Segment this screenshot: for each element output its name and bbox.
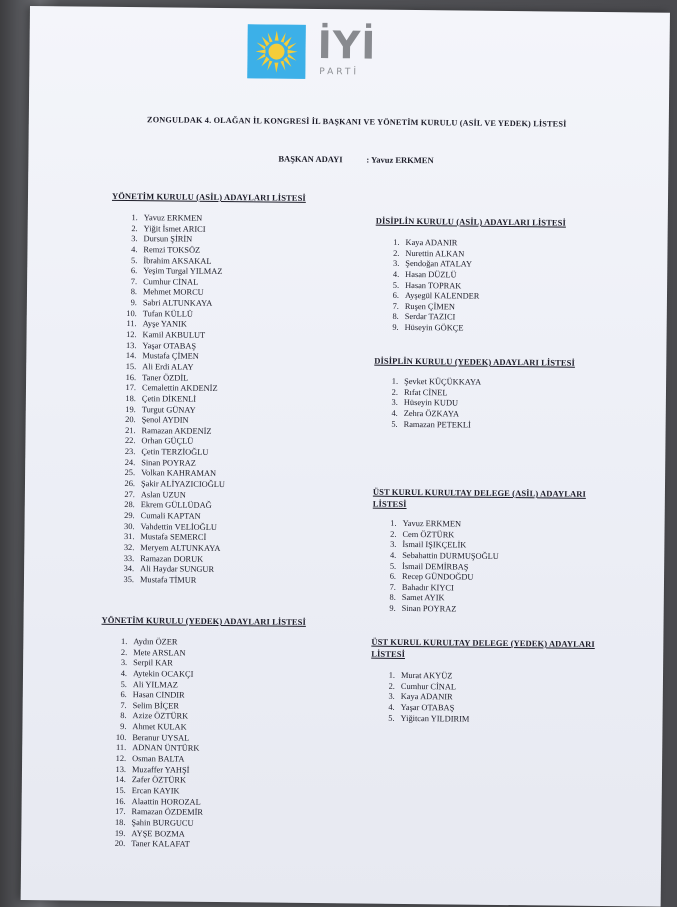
item-number: 3. [131, 234, 138, 244]
item-number: 12. [115, 753, 127, 764]
candidate-name: Selim BİÇER [132, 700, 180, 711]
list-item [369, 713, 470, 725]
candidate-name: Sabri ALTUNKAYA [142, 298, 213, 309]
item-number: 7. [389, 582, 396, 592]
item-number: 23. [124, 447, 136, 457]
item-number: 7. [120, 700, 127, 710]
candidate-name: İsmail IŞIKÇELİK [402, 540, 467, 550]
candidate-name: Yavuz ERKMEN [402, 518, 462, 529]
candidate-name: Bahadır KIYCI [401, 582, 454, 593]
candidate-name: Zafer ÖZTÜRK [131, 775, 187, 786]
item-number: 5. [391, 419, 398, 429]
item-number: 6. [130, 266, 138, 276]
list-item [372, 419, 481, 431]
list-yk-asil [106, 213, 228, 587]
item-number: 9. [120, 722, 127, 732]
candidate-name: Taner ÖZDİL [142, 372, 189, 383]
candidate-name: Yaşar OTABAŞ [142, 340, 197, 351]
candidate-name: Hasan TOPRAK [405, 280, 462, 291]
candidate-name: Cem ÖZTÜRK [402, 529, 455, 540]
item-number: 1. [393, 237, 400, 247]
candidate-name: Hüseyin KUDU [403, 398, 459, 408]
candidate-name: Mustafa TİMUR [139, 574, 197, 585]
candidate-name: Aytekin OCAKÇI [132, 669, 194, 679]
candidate-name: Ali Haydar SUNGUR [140, 564, 215, 575]
candidate-name: Sebahattin DURMUŞOĞLU [402, 550, 499, 561]
item-number: 34. [123, 564, 135, 574]
item-number: 9. [130, 298, 137, 308]
candidate-name: Alaattin HOROZAL [131, 796, 201, 807]
item-number: 5. [389, 561, 397, 571]
item-number: 8. [392, 312, 399, 322]
chair-candidate-line [278, 154, 433, 166]
item-number: 15. [125, 361, 137, 372]
candidate-name: Ramazan ÖZDEMİR [131, 807, 204, 818]
item-number: 33. [123, 553, 135, 563]
candidate-name: Şakir ALİYAZICIOĞLU [140, 479, 226, 490]
item-number: 4. [131, 244, 138, 255]
section-title-disiplin-asil: DİSİPLİN KURULU (ASİL) ADAYLARI LİSTESİ [375, 215, 566, 228]
candidate-name: Serdar TAZICI [404, 312, 456, 322]
candidate-name: Zehra ÖZKAYA [403, 408, 460, 419]
candidate-name: Dursun ŞİRİN [143, 234, 193, 244]
logo-wordmark: İYİ [317, 23, 377, 68]
candidate-name: Orhan GÜÇLÜ [141, 436, 194, 447]
candidate-name: Mete ARSLAN [133, 647, 186, 658]
candidate-name: Mehmet MORCU [142, 287, 204, 298]
section-title-kurultay-asil: ÜST KURUL KURULTAY DELEGE (ASİL) ADAYLARI LİSTESİ [372, 486, 586, 509]
item-number: 1. [388, 670, 396, 680]
list-disiplin-asil [373, 238, 480, 335]
item-number: 8. [130, 287, 138, 297]
list-kurultay-yedek [369, 671, 470, 725]
item-number: 14. [115, 775, 126, 785]
candidate-name: Çetin TERZİOĞLU [141, 447, 209, 457]
candidate-name: Kaya ADANIR [400, 692, 453, 702]
candidate-name: Ayşe YANIK [142, 319, 188, 330]
candidate-name: Mustafa ÇİMEN [142, 351, 199, 362]
section-title-disiplin-yedek: DİSİPLİN KURULU (YEDEK) ADAYLARI LİSTESİ [374, 355, 576, 368]
candidate-name: Ali YILMAZ [132, 679, 179, 690]
item-number: 32. [123, 542, 135, 552]
candidate-name: Şevket KÜÇÜKKAYA [404, 376, 482, 387]
candidate-name: İbrahim AKSAKAL [143, 255, 212, 266]
item-number: 1. [391, 376, 399, 386]
item-number: 16. [125, 372, 137, 382]
list-yk-yedek [97, 637, 205, 851]
item-number: 4. [391, 408, 398, 418]
item-number: 9. [392, 322, 399, 333]
iyi-parti-logo [247, 23, 377, 82]
item-number: 4. [389, 550, 397, 560]
item-number: 27. [124, 489, 135, 499]
candidate-name: Şendoğan ATALAY [405, 259, 473, 269]
candidate-name: Azize ÖZTÜRK [132, 711, 189, 722]
candidate-name: Hasan CINDIR [132, 690, 185, 700]
item-number: 35. [123, 574, 135, 584]
list-item [370, 604, 499, 616]
item-number: 25. [124, 468, 136, 478]
item-number: 18. [114, 817, 126, 827]
item-number: 20. [125, 415, 136, 425]
item-number: 3. [120, 658, 128, 668]
candidate-name: Cumhur CİNAL [400, 681, 457, 692]
list-item [373, 323, 479, 335]
candidate-name: Ali Erdi ALAY [142, 362, 194, 372]
item-number: 3. [388, 692, 395, 702]
item-number: 17. [115, 807, 126, 817]
document-page [21, 6, 670, 907]
item-number: 29. [124, 510, 135, 521]
candidate-name: Ramazan DORUK [140, 553, 204, 564]
list-item [106, 575, 224, 587]
item-number: 8. [120, 711, 127, 721]
item-number: 15. [115, 785, 126, 796]
candidate-name: Osman BALTA [132, 754, 185, 764]
list-kurultay-asil [370, 519, 500, 616]
candidate-name: İsmail DEMİRBAŞ [402, 561, 469, 572]
item-number: 24. [124, 457, 136, 467]
candidate-name: Şenol AYDIN [141, 415, 189, 425]
document-title: ZONGULDAK 4. OLAĞAN İL KONGRESİ İL BAŞKANI VE YÖNETİM KURULU (ASİL VE YEDEK) LİSTESİ [147, 115, 567, 129]
section-title-yk-asil: YÖNETİM KURULU (ASİL) ADAYLARI LİSTESİ [111, 190, 306, 203]
item-number: 20. [114, 839, 126, 849]
item-number: 4. [392, 269, 400, 279]
chair-label: BAŞKAN ADAYI [278, 153, 343, 165]
item-number: 28. [124, 500, 135, 510]
logo-subtitle: PARTİ [319, 67, 360, 78]
item-number: 1. [131, 213, 138, 223]
chair-name: : Yavuz ERKMEN [366, 154, 434, 166]
item-number: 8. [389, 593, 396, 603]
candidate-name: Aydın ÖZER [133, 637, 178, 647]
item-number: 4. [388, 702, 395, 712]
candidate-name: Ramazan PETEKLİ [403, 419, 471, 430]
item-number: 10. [115, 732, 127, 742]
item-number: 2. [391, 387, 399, 397]
candidate-name: Ahmet KULAK [132, 722, 187, 732]
candidate-name: Murat AKYÜZ [400, 670, 453, 681]
candidate-name: AYŞE BOZMA [131, 828, 185, 839]
candidate-name: Cumhur CİNAL [143, 277, 199, 287]
candidate-name: Ramazan AKDENİZ [141, 426, 212, 436]
item-number: 14. [125, 351, 137, 361]
candidate-name: Vahdettin VELİOĞLU [140, 521, 217, 532]
item-number: 5. [388, 713, 395, 723]
list-disiplin-yedek [372, 377, 482, 431]
item-number: 6. [392, 291, 400, 301]
item-number: 26. [124, 479, 136, 489]
candidate-name: Sinan POYRAZ [141, 457, 196, 468]
item-number: 12. [126, 330, 137, 340]
candidate-name: Ekrem GÜLLÜDAĞ [140, 500, 212, 511]
candidate-name: Çetin DİKENLİ [141, 394, 197, 404]
item-number: 7. [130, 276, 138, 286]
item-number: 7. [392, 301, 399, 311]
item-number: 6. [389, 572, 397, 582]
candidate-name: Kamil AKBULUT [142, 330, 206, 340]
sun-icon [247, 24, 306, 79]
candidate-name: Hasan DÜZLÜ [405, 269, 457, 280]
candidate-name: Aslan UZUN [140, 489, 186, 500]
item-number: 5. [120, 679, 127, 689]
item-number: 5. [392, 280, 400, 290]
item-number: 2. [390, 529, 397, 539]
candidate-name: Yeşim Turgal YILMAZ [143, 266, 223, 277]
item-number: 1. [121, 636, 128, 647]
item-number: 13. [125, 340, 137, 350]
candidate-name: Samet AYIK [401, 593, 445, 603]
candidate-name: Muzaffer YAHŞİ [131, 764, 190, 775]
candidate-name: Turgut GÜNAY [141, 404, 196, 415]
item-number: 2. [393, 248, 400, 258]
candidate-name: Cemalettin AKDENİZ [141, 383, 218, 394]
item-number: 30. [124, 521, 135, 531]
item-number: 11. [126, 319, 137, 329]
item-number: 13. [115, 764, 127, 774]
candidate-name: Rıfat CİNEL [403, 387, 448, 398]
candidate-name: Şahin BURGUCU [131, 817, 194, 828]
item-number: 17. [125, 383, 137, 393]
candidate-name: Hüseyin GÖKÇE [404, 323, 464, 333]
item-number: 2. [120, 647, 128, 657]
candidate-name: Serpil KAR [133, 658, 173, 668]
candidate-name: Yavuz ERKMEN [143, 213, 203, 223]
item-number: 19. [125, 404, 136, 414]
item-number: 11. [116, 743, 127, 753]
candidate-name: Yiğit İsmet ARICI [143, 223, 206, 234]
list-item [97, 839, 203, 851]
item-number: 3. [391, 398, 398, 408]
candidate-name: Ayşegül KALENDER [404, 291, 480, 301]
candidate-name: Kaya ADANIR [405, 237, 458, 248]
candidate-name: Recep GÜNDOĞDU [401, 572, 474, 582]
item-number: 3. [390, 540, 397, 550]
item-number: 2. [388, 681, 395, 691]
candidate-name: Meryem ALTUNKAYA [140, 543, 221, 553]
candidate-name: Tufan KÜLLÜ [142, 308, 194, 319]
item-number: 4. [120, 668, 128, 678]
item-number: 19. [114, 828, 126, 838]
section-title-yk-yedek: YÖNETİM KURULU (YEDEK) ADAYLARI LİSTESİ [101, 614, 306, 627]
candidate-name: Sinan POYRAZ [401, 604, 457, 614]
item-number: 21. [125, 425, 136, 435]
candidate-name: Ruşen ÇİMEN [404, 301, 455, 312]
section-title-kurultay-yedek: ÜST KURUL KURULTAY DELEGE (YEDEK) ADAYLARI LİSTESİ [371, 636, 595, 659]
candidate-name: Cumali KAPTAN [140, 511, 201, 521]
candidate-name: ADNAN ÜNTÜRK [132, 743, 200, 754]
candidate-name: Yiğitcan YILDIRIM [400, 713, 470, 724]
candidate-name: Ercan KAYIK [131, 786, 180, 796]
candidate-name: Remzi TOKSÖZ [143, 245, 201, 255]
item-number: 9. [389, 603, 396, 613]
item-number: 2. [131, 223, 138, 233]
candidate-name: Mustafa SEMERCİ [140, 532, 207, 543]
item-number: 16. [115, 796, 126, 806]
item-number: 31. [123, 532, 135, 542]
candidate-name: Volkan KAHRAMAN [141, 468, 217, 479]
candidate-name: Beranur UYSAL [132, 732, 190, 743]
candidate-name: Yaşar OTABAŞ [400, 702, 455, 713]
item-number: 5. [131, 255, 138, 265]
item-number: 6. [120, 690, 127, 700]
candidate-name: Nurettin ALKAN [405, 248, 465, 259]
item-number: 3. [392, 259, 400, 269]
item-number: 22. [124, 436, 136, 446]
item-number: 18. [125, 393, 136, 404]
item-number: 10. [126, 308, 137, 318]
item-number: 1. [390, 518, 397, 528]
candidate-name: Taner KALAFAT [131, 839, 190, 849]
